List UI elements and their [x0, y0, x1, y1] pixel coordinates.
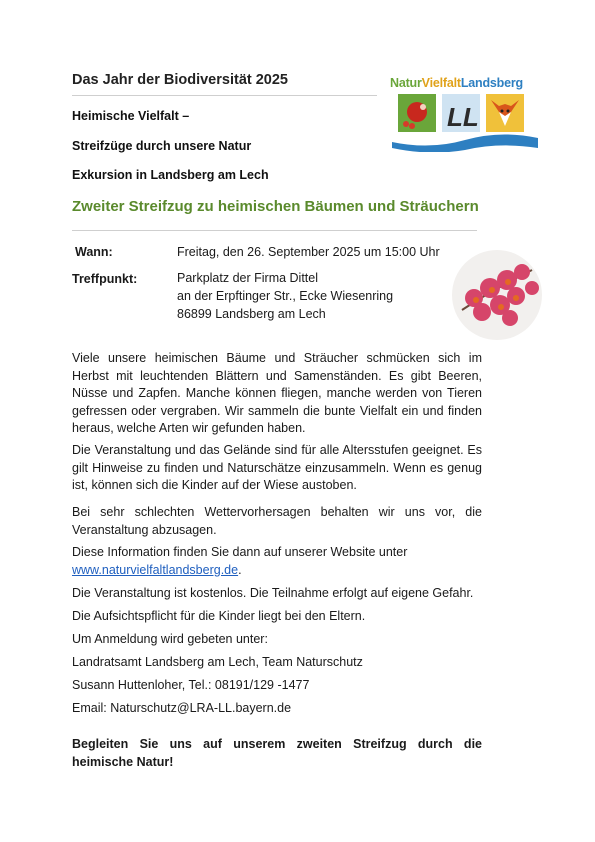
contact-phone: Susann Huttenloher, Tel.: 08191/129 -1477	[72, 678, 310, 692]
berries-photo	[452, 250, 542, 340]
meeting-point-line3: 86899 Landsberg am Lech	[177, 307, 326, 321]
contact-office: Landratsamt Landsberg am Lech, Team Naturschutz	[72, 655, 363, 669]
meeting-point-label: Treffpunkt:	[72, 272, 138, 286]
meeting-point-line1: Parkplatz der Firma Dittel	[177, 271, 319, 285]
subtitle-streifzuege: Streifzüge durch unsere Natur	[72, 139, 252, 153]
subtitle-exkursion: Exkursion in Landsberg am Lech	[72, 168, 269, 182]
document-title: Das Jahr der Biodiversität 2025	[72, 72, 288, 88]
paragraph-suitability: Die Veranstaltung und das Gelände sind für alle Altersstufen geeignet. Es gilt Hinweise zu finden und Naturschätze einzusammeln. Wenn es genug ist, können sich die Kinder auf der Wiese austoben.	[72, 443, 482, 492]
divider	[72, 95, 377, 96]
when-label: Wann:	[75, 245, 113, 259]
meeting-point-line2: an der Erpftinger Str., Ecke Wiesenring	[177, 289, 394, 303]
website-text: Diese Information finden Sie dann auf unserer Website unter	[72, 545, 408, 559]
logo-wave	[392, 134, 538, 152]
info-registration: Um Anmeldung wird gebeten unter:	[72, 632, 268, 646]
when-value: Freitag, den 26. September 2025 um 15:00 Uhr	[177, 245, 440, 259]
closing-invitation: Begleiten Sie uns auf unserem zweiten Streifzug durch die heimische Natur!	[72, 737, 482, 769]
logo-word-landsberg: Landsberg	[460, 76, 523, 90]
info-cost: Die Veranstaltung ist kostenlos. Die Teilnahme erfolgt auf eigene Gefahr.	[72, 586, 474, 600]
paragraph-intro: Viele unsere heimischen Bäume und Sträucher schmücken sich im Herbst mit leuchtenden Blättern und Samenständen. Es gibt Beeren, Nüsse und Zapfen. Manche können fliegen, manche werden von Tieren gefressen oder vergraben. Wir sammeln die bunte Vielfalt ein und finden heraus, welche Arten wir gefunden haben.	[72, 351, 482, 435]
contact-email: Email: Naturschutz@LRA-LL.bayern.de	[72, 701, 292, 715]
logo-word-natur: Natur	[390, 76, 422, 90]
logo-wordmark	[390, 76, 523, 90]
logo-word-vielfalt: Vielfalt	[421, 76, 461, 90]
logo-graphic	[390, 92, 540, 152]
info-supervision: Die Aufsichtspflicht für die Kinder liegt bei den Eltern.	[72, 609, 366, 623]
event-title: Zweiter Streifzug zu heimischen Bäumen und Sträuchern	[72, 198, 479, 215]
website-period: .	[238, 562, 242, 577]
paragraph-weather: Bei sehr schlechten Wettervorhersagen behalten wir uns vor, die Veranstaltung abzusagen.	[72, 505, 482, 537]
divider	[72, 230, 477, 231]
paragraph-website	[72, 544, 482, 579]
website-link[interactable]: www.naturvielfaltlandsberg.de	[72, 562, 239, 577]
logo-ll-letters: LL	[447, 102, 479, 132]
subtitle-heimische-vielfalt: Heimische Vielfalt –	[72, 109, 190, 123]
